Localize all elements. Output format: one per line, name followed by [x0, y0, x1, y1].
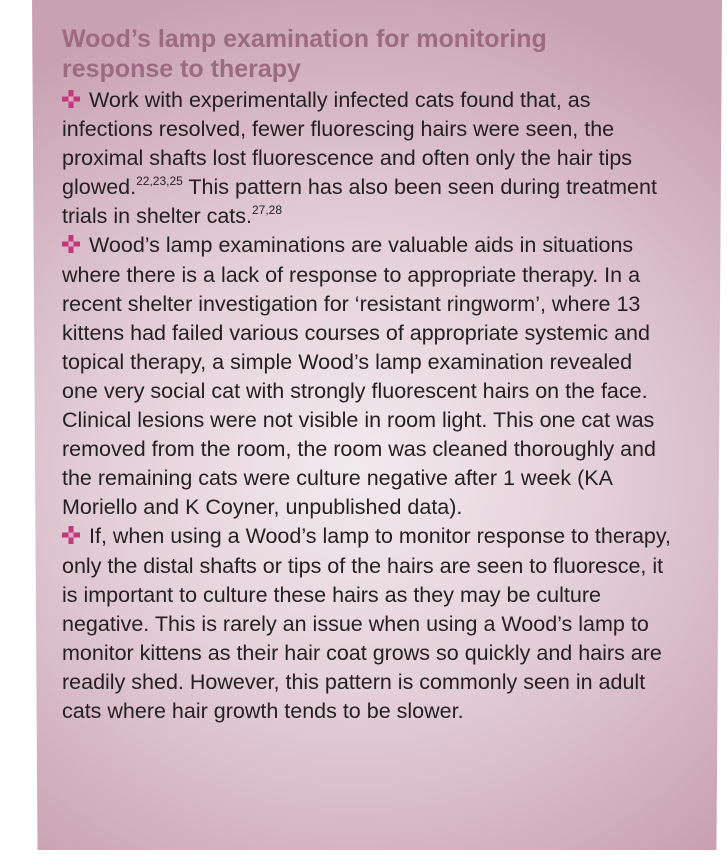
- paragraph-2-text: Wood’s lamp examinations are valuable aids in situations where there is a lack of response to appropriate therapy. In a recent shelter investigation for ‘resistant ringworm’, where 13 kittens had failed various courses of appropriate systemic and topical therapy, a simple Wood’s lamp examination revealed one very social cat with strongly fluorescent hairs on the face. Clinical lesions were not visible in room light. This one cat was removed from the room, the room was cleaned thoroughly and the remaining cats were culture negative after 1 week (KA Moriello and K Coyner, unpublished data).: [62, 233, 656, 520]
- bullet-icon: [62, 235, 80, 253]
- bullet-paragraph-1: [62, 86, 672, 231]
- paragraph-3-text: If, when using a Wood’s lamp to monitor response to therapy, only the distal shafts or tips of the hairs are seen to fluoresce, it is important to culture these hairs as they may be culture negative. This is rarely an issue when using a Wood’s lamp to monitor kittens as their hair coat grows so quickly and hairs are readily shed. However, this pattern is commonly seen in adult cats where hair growth tends to be slower.: [62, 524, 672, 723]
- bullet-icon: [62, 90, 80, 108]
- title-line-1: Wood’s lamp examination for monitoring: [62, 25, 547, 53]
- boxout-content: [62, 24, 672, 726]
- citation-superscript: 22,23,25: [136, 174, 183, 189]
- paragraph-1-text-b: This pattern has also been seen during treatment trials in shelter cats.: [62, 175, 657, 229]
- citation-superscript: 27,28: [251, 203, 283, 218]
- bullet-paragraph-3: [62, 522, 672, 726]
- bullet-paragraph-2: [62, 231, 672, 522]
- paragraph-1-text-a: Work with experimentally infected cats found that, as infections resolved, fewer fluorescing hairs were seen, the proximal shafts lost fluorescence and often only the hair tips glowed.: [62, 88, 633, 200]
- boxout-title: [62, 24, 672, 84]
- bullet-icon: [62, 526, 80, 544]
- title-line-2: response to therapy: [62, 55, 301, 83]
